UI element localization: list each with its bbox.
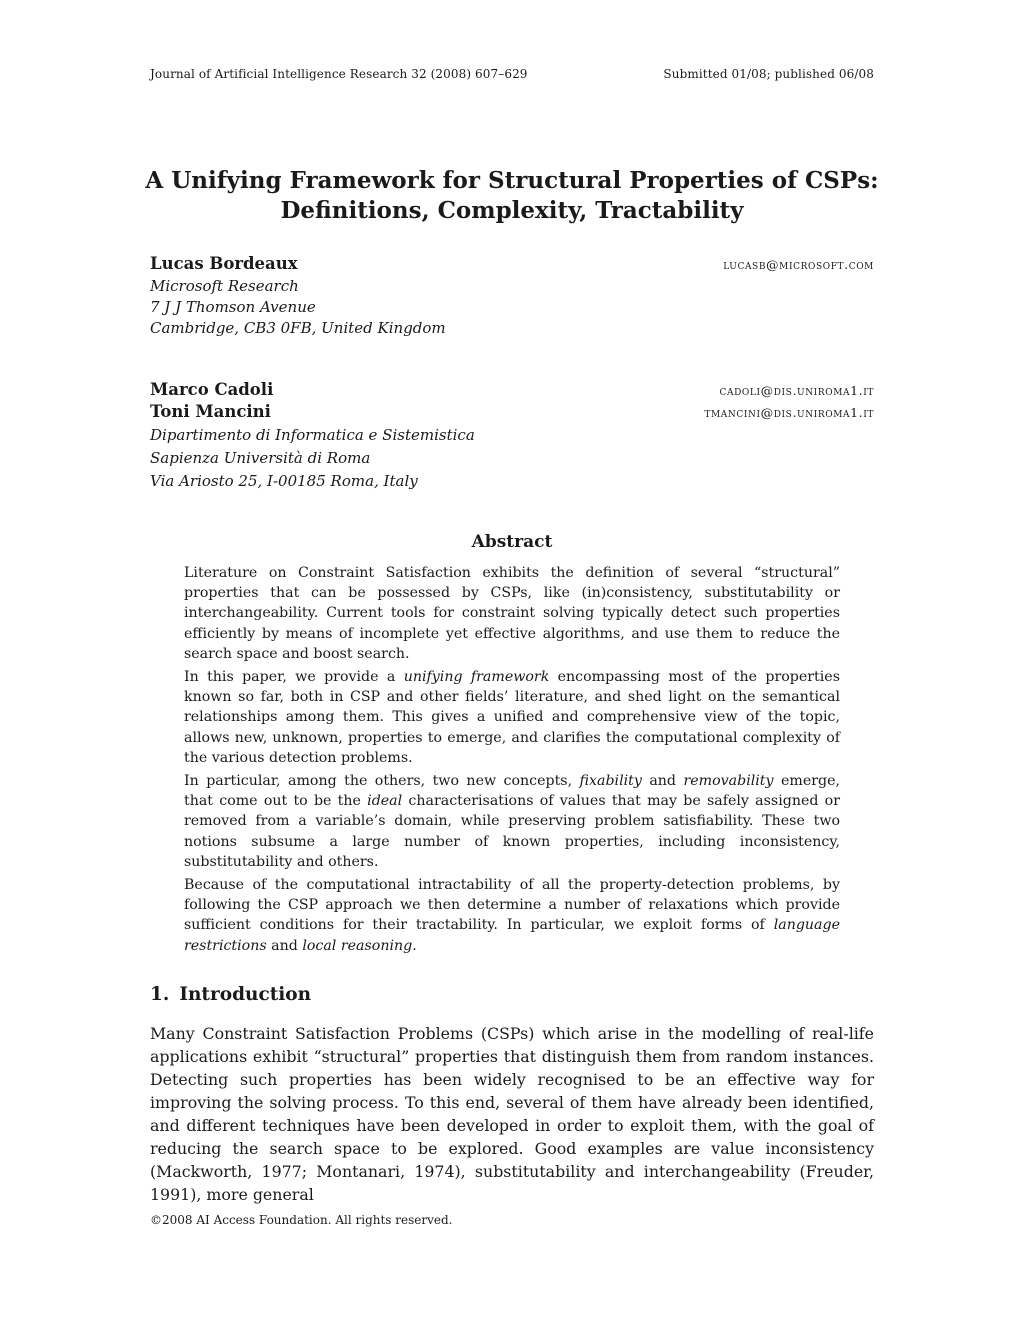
paper-title: [110, 166, 914, 226]
running-head: [150, 67, 874, 81]
affiliation-line: 7 J J Thomson Avenue: [150, 298, 316, 316]
author-email[interactable]: lucasb@microsoft.com: [723, 257, 874, 272]
submission-dates: Submitted 01/08; published 06/08: [663, 67, 874, 81]
body-paragraph: Many Constraint Satisfaction Problems (CSPs) which arise in the modelling of real-life applications exhibit “structural” properties that distinguish them from random instances. Detecting such properties has been widely recognised to be an effective way for improving the solving process. To this end, several of them have already been identified, and different techniques have been developed in order to exploit them, with the goal of reducing the search space to be explored. Good examples are value inconsistency (Mackworth, 1977; Montanari, 1974), substitutability and interchangeability (Freuder, 1991), more general: [150, 1024, 874, 1204]
copyright-footer: ©2008 AI Access Foundation. All rights reserved.: [150, 1213, 453, 1227]
affiliation-line: Dipartimento di Informatica e Sistemistica: [150, 426, 475, 444]
abstract-heading: Abstract: [471, 532, 553, 552]
journal-citation: Journal of Artificial Intelligence Research 32 (2008) 607–629: [150, 67, 528, 81]
section-number: 1.: [150, 984, 170, 1005]
author-block-2: [150, 380, 874, 493]
author-name: Toni Mancini: [150, 402, 271, 421]
abstract-paragraph: In this paper, we provide a unifying framework encompassing most of the properties known so far, both in CSP and other fields’ literature, and shed light on the semantical relationships among them. This gives a unified and comprehensive view of the topic, allows new, unknown, properties to emerge, and clarifies the computational complexity of the various detection problems.: [184, 669, 840, 766]
author-email[interactable]: cadoli@dis.uniroma1.it: [719, 383, 874, 398]
author-name: Marco Cadoli: [150, 380, 274, 399]
author-name: Lucas Bordeaux: [150, 254, 298, 273]
section-body: [150, 1022, 874, 1206]
section-title-text: Introduction: [179, 984, 312, 1005]
affiliation-line: Via Ariosto 25, I-00185 Roma, Italy: [150, 472, 418, 490]
section-heading: [150, 984, 311, 1005]
affiliation-line: Microsoft Research: [150, 277, 299, 295]
abstract-body: [184, 563, 840, 959]
affiliation-line: Cambridge, CB3 0FB, United Kingdom: [150, 319, 446, 337]
author-block-1: [150, 254, 874, 339]
author-email[interactable]: tmancini@dis.uniroma1.it: [704, 405, 874, 420]
abstract-paragraph: In particular, among the others, two new concepts, fixability and removability emerge, that come out to be the ideal characterisations of values that may be safely assigned or removed from a variable’s domain, while preserving problem satisfiability. These two notions subsume a large number of known properties, including inconsistency, substitutability and others.: [184, 773, 841, 870]
abstract-paragraph: Literature on Constraint Satisfaction exhibits the definition of several “structural” properties that can be possessed by CSPs, like (in)consistency, substitutability or interchangeability. Current tools for constraint solving typically detect such properties efficiently by means of incomplete yet effective algorithms, and use them to reduce the search space and boost search.: [184, 565, 840, 662]
affiliation-line: Sapienza Università di Roma: [150, 449, 371, 467]
title-line-2: Definitions, Complexity, Tractability: [280, 197, 744, 224]
abstract-paragraph: Because of the computational intractability of all the property-detection problems, by following the CSP approach we then determine a number of relaxations which provide sufficient conditions for their tractability. In particular, we exploit forms of language restrictions and local reasoning.: [184, 877, 840, 954]
title-line-1: A Unifying Framework for Structural Properties of CSPs:: [145, 167, 879, 194]
